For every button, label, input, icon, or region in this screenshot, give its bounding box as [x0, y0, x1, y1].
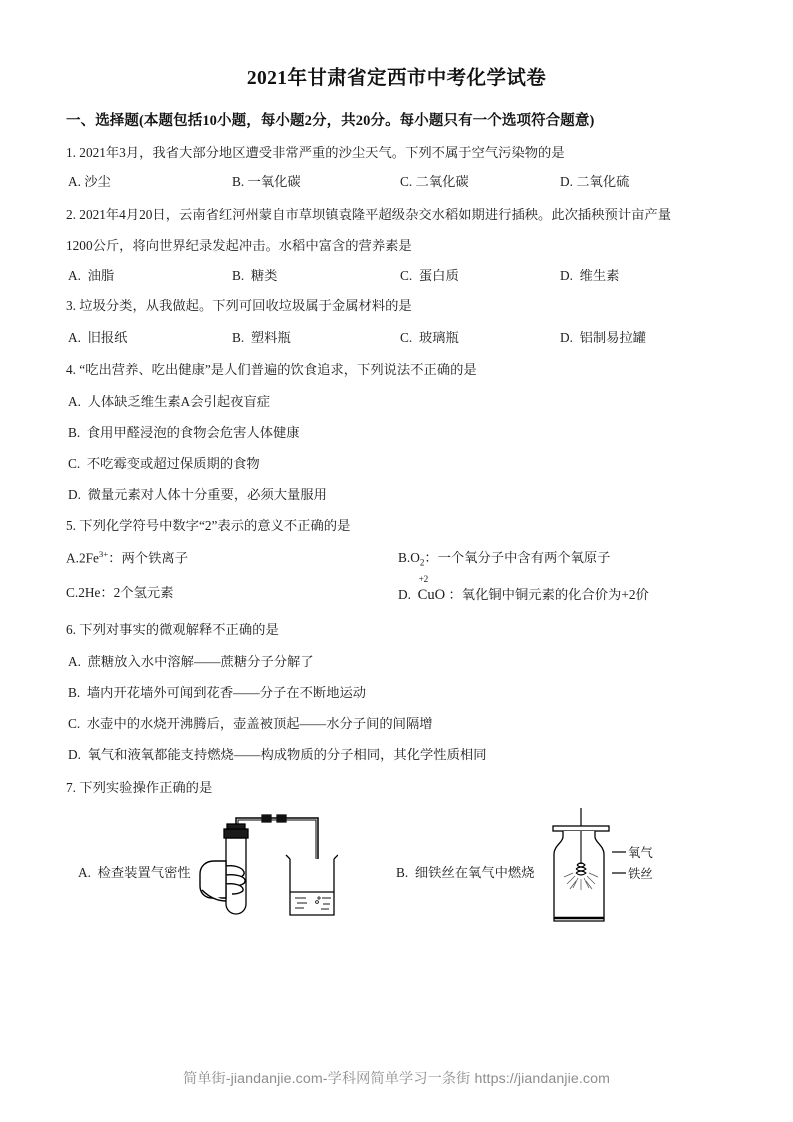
option-text: ：氧化铜中铜元素的化合价为+2价: [448, 587, 649, 602]
option-label: C.: [400, 330, 413, 345]
question-5-option-b[interactable]: [398, 548, 610, 570]
option-text: 糖类: [250, 268, 278, 283]
option-text: 氧气和液氧都能支持燃烧——构成物质的分子相同，其化学性质相同: [87, 747, 487, 762]
question-1-stem: 1. 2021年3月，我省大部分地区遭受非常严重的沙尘天气。下列不属于空气污染物的是: [66, 145, 565, 160]
question-7-option-b[interactable]: [396, 862, 535, 881]
option-label: A.: [68, 394, 81, 409]
option-label: C.: [66, 585, 79, 600]
option-label: B.: [68, 425, 81, 440]
option-text: 不吃霉变或超过保质期的食物: [86, 456, 260, 471]
formula-subscript: 2: [419, 557, 425, 568]
option-text: 水壶中的水烧开沸腾后，壶盖被顶起——水分子间的间隔增: [86, 716, 433, 731]
option-label: D.: [560, 268, 573, 283]
option-label: B.: [398, 550, 411, 565]
option-text: 人体缺乏维生素A会引起夜盲症: [87, 394, 271, 409]
option-text: ：一个氧分子中含有两个氧原子: [424, 550, 611, 565]
option-label: B.: [232, 330, 245, 345]
option-label: A.: [68, 330, 81, 345]
option-label: C.: [68, 456, 81, 471]
option-label: B.: [232, 174, 245, 189]
question-2-option-d[interactable]: [560, 266, 619, 285]
option-label: B.: [396, 865, 409, 880]
question-1-option-c[interactable]: [400, 172, 469, 191]
question-2-option-b[interactable]: [232, 266, 277, 285]
question-6-option-c[interactable]: [68, 714, 433, 733]
option-text: 微量元素对人体十分重要，必须大量服用: [87, 487, 327, 502]
oxygen-label: 氧气: [628, 845, 653, 860]
option-text: 食用甲醛浸泡的食物会危害人体健康: [86, 425, 300, 440]
option-text: 细铁丝在氧气中燃烧: [414, 865, 535, 880]
question-3-stem: 3. 垃圾分类，从我做起。下列可回收垃圾属于金属材料的是: [66, 298, 412, 313]
question-6-stem: 6. 下列对事实的微观解释不正确的是: [66, 622, 279, 637]
formula-base: O: [410, 550, 420, 565]
option-label: D.: [68, 487, 81, 502]
option-text: 铝制易拉罐: [579, 330, 647, 345]
question-5-option-c[interactable]: [66, 583, 174, 602]
page-title: 2021年甘肃省定西市中考化学试卷: [246, 68, 547, 89]
question-4-stem: 4. “吃出营养、吃出健康”是人们普遍的饮食追求，下列说法不正确的是: [66, 362, 477, 377]
option-text: 二氧化碳: [415, 174, 469, 189]
option-label: A.: [68, 174, 81, 189]
option-label: B.: [232, 268, 245, 283]
question-5-option-a[interactable]: [66, 548, 188, 568]
option-text: 维生素: [579, 268, 620, 283]
question-4-option-a[interactable]: [68, 392, 270, 411]
question-2-stem-line-1: 2. 2021年4月20日，云南省红河州蒙自市草坝镇袁隆平超级杂交水稻如期进行插秧。此次插秧预计亩产量: [66, 207, 672, 222]
question-6-option-d[interactable]: [68, 745, 487, 764]
question-4-option-b[interactable]: [68, 423, 300, 442]
option-label: D.: [560, 330, 573, 345]
gas-tightness-apparatus-figure: [198, 812, 338, 930]
option-text: ：两个铁离子: [108, 550, 188, 566]
question-2-option-c[interactable]: [400, 266, 459, 285]
option-text: 玻璃瓶: [418, 330, 459, 345]
question-7-stem: 7. 下列实验操作正确的是: [66, 780, 213, 795]
iron-wire-label: 铁丝: [628, 866, 653, 881]
option-label: D.: [68, 747, 81, 762]
option-text: 塑料瓶: [250, 330, 291, 345]
option-text: 蛋白质: [418, 268, 459, 283]
option-label: A.: [68, 268, 81, 283]
option-text: 检查装置气密性: [97, 865, 191, 880]
formula-base: 2Fe: [78, 550, 99, 566]
option-label: C.: [400, 268, 413, 283]
question-2-stem-line-2: 1200公斤，将向世界纪录发起冲击。水稻中富含的营养素是: [66, 238, 412, 253]
valence-notation: [417, 574, 446, 606]
option-label: C.: [68, 716, 81, 731]
question-7-option-a[interactable]: [78, 862, 191, 881]
question-3-option-b[interactable]: [232, 328, 291, 347]
iron-wire-in-oxygen-jar-figure: [545, 808, 617, 932]
option-text: 墙内开花墙外可闻到花香——分子在不断地运动: [86, 685, 367, 700]
question-3-option-c[interactable]: [400, 328, 459, 347]
option-label: B.: [68, 685, 81, 700]
question-5-option-d[interactable]: [398, 574, 649, 606]
question-2-option-a[interactable]: [68, 266, 114, 285]
question-6-option-b[interactable]: [68, 683, 366, 702]
option-label: A.: [68, 654, 81, 669]
question-3-option-d[interactable]: [560, 328, 646, 347]
option-label: C.: [400, 174, 413, 189]
footer-watermark: 简单街-jiandanjie.com-学科网简单学习一条街 https://jiandanjie.com: [182, 1071, 610, 1087]
option-label: A.: [78, 865, 91, 880]
valence-formula: CuO: [417, 587, 446, 603]
option-text: 油脂: [87, 268, 115, 283]
question-3-option-a[interactable]: [68, 328, 127, 347]
option-label: D.: [560, 174, 573, 189]
option-text: 蔗糖放入水中溶解——蔗糖分子分解了: [87, 654, 314, 669]
option-text: 旧报纸: [87, 330, 128, 345]
question-5-stem: 5. 下列化学符号中数字“2”表示的意义不正确的是: [66, 518, 351, 533]
question-1-option-a[interactable]: [68, 172, 111, 191]
option-text: 一氧化碳: [247, 174, 301, 189]
question-1-option-d[interactable]: [560, 172, 629, 191]
formula-superscript: 3+: [98, 549, 109, 559]
option-text: 二氧化硫: [576, 174, 630, 189]
question-6-option-a[interactable]: [68, 652, 314, 671]
option-text: ：2个氢元素: [100, 585, 174, 600]
question-4-option-c[interactable]: [68, 454, 260, 473]
option-label: D.: [398, 587, 411, 602]
option-text: 沙尘: [84, 174, 111, 189]
option-label: A.: [66, 550, 79, 566]
valence-number: +2: [418, 574, 428, 584]
question-1-option-b[interactable]: [232, 172, 301, 191]
question-4-option-d[interactable]: [68, 485, 327, 504]
section-heading: 一、选择题(本题包括10小题，每小题2分，共20分。每小题只有一个选项符合题意): [66, 113, 595, 129]
formula-base: 2He: [78, 585, 101, 600]
